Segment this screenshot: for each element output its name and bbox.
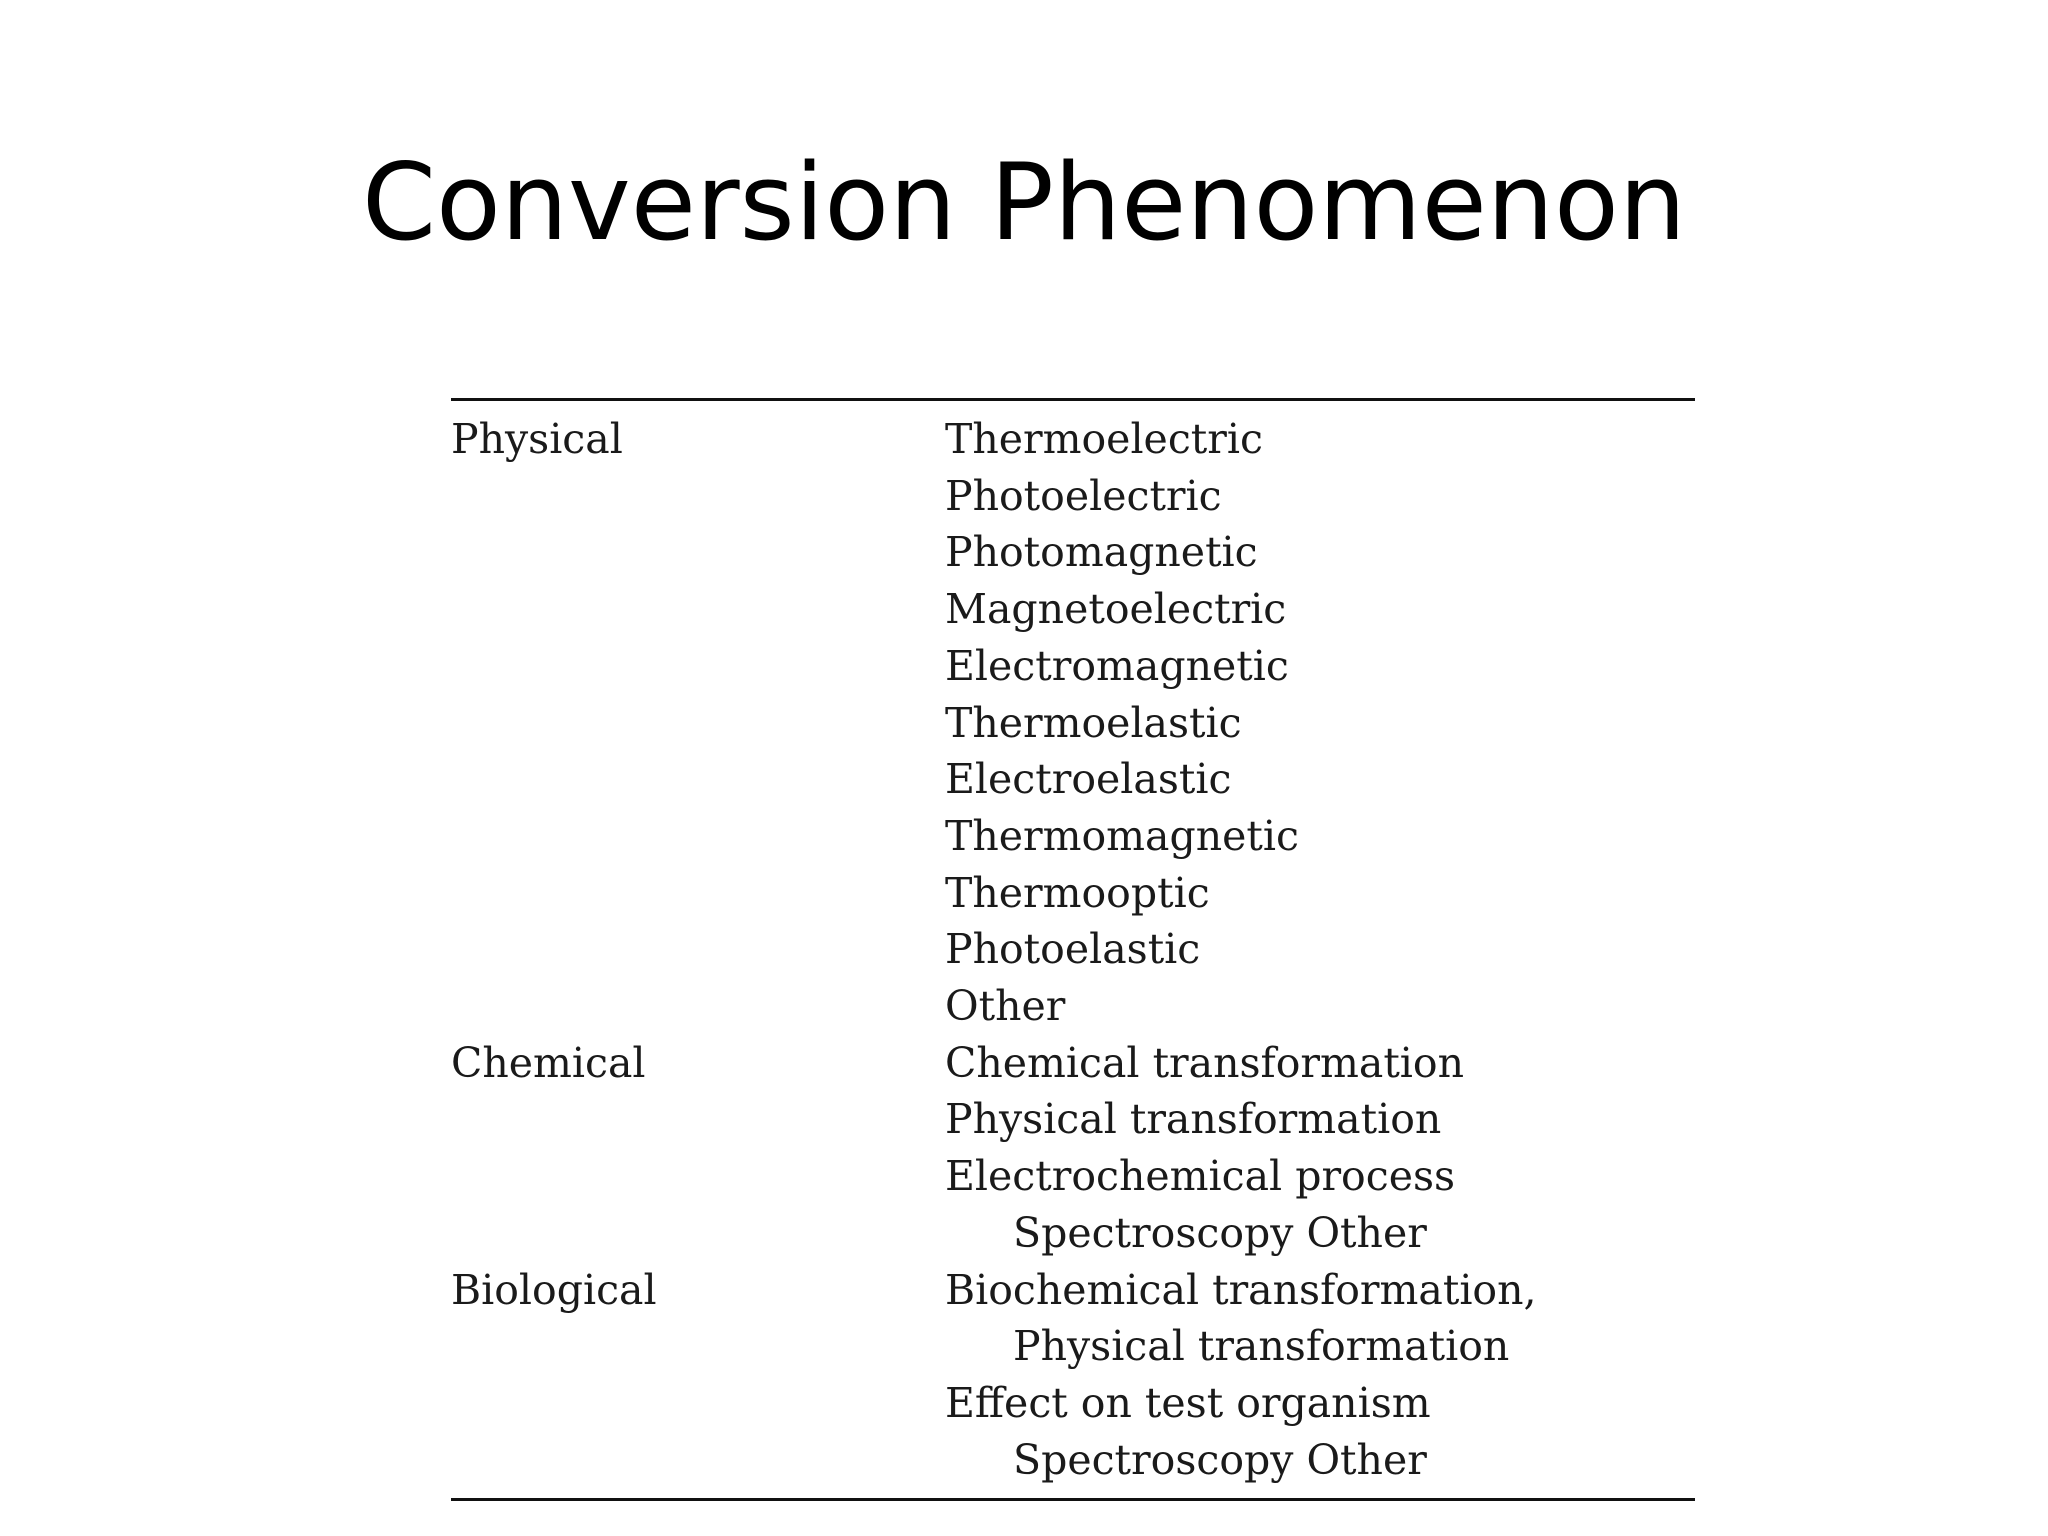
phenomenon-item: Thermooptic: [945, 868, 1210, 917]
phenomenon-item: Biochemical transformation, Physical transformation: [945, 1265, 1537, 1371]
table-row-physical: [451, 411, 1695, 1035]
phenomenon-item: Photoelectric: [945, 471, 1222, 520]
phenomenon-item: Physical transformation: [945, 1095, 1442, 1144]
phenomena-list: [945, 1262, 1695, 1489]
table-row-biological: [451, 1262, 1695, 1489]
phenomenon-item: Thermoelastic: [945, 698, 1242, 747]
phenomenon-item: Electroelastic: [945, 755, 1232, 804]
phenomenon-item: Electromagnetic: [945, 641, 1289, 690]
conversion-table: [451, 398, 1695, 1501]
phenomenon-item: Thermoelectric: [945, 415, 1263, 463]
phenomenon-item: Photoelastic: [945, 925, 1201, 974]
category-label: Chemical: [451, 1038, 646, 1087]
phenomenon-item: Thermomagnetic: [945, 811, 1299, 860]
phenomenon-item: Electrochemical process Spectroscopy Other: [945, 1152, 1456, 1257]
category-label: Physical: [451, 415, 623, 463]
table-row-chemical: [451, 1035, 1695, 1262]
slide-title: Conversion Phenomenon: [361, 141, 1687, 264]
phenomena-list: [945, 1035, 1695, 1262]
phenomenon-item: Magnetoelectric: [945, 585, 1287, 634]
phenomenon-item: Chemical transformation: [945, 1038, 1465, 1087]
phenomenon-item: Other: [945, 982, 1066, 1031]
phenomena-list: [945, 411, 1695, 1035]
phenomenon-item: Effect on test organism Spectroscopy Other: [945, 1378, 1431, 1484]
category-label: Biological: [451, 1265, 657, 1314]
phenomenon-item: Photomagnetic: [945, 528, 1258, 577]
